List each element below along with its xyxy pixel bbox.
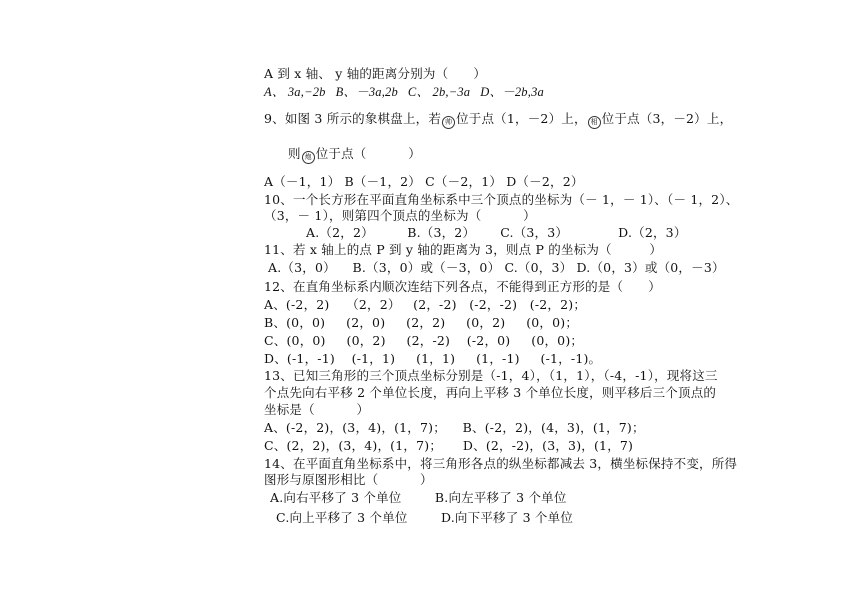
q12-option-b: B、(0，0) (2，0) (2，2) (0，2) (0，0)； (264, 315, 579, 330)
question-13-line-3: 坐标是（ ） (264, 402, 370, 417)
q13-options-ab: A、(-2，2)，(3，4)，(1，7)； B、(-2，2)，(4，3)，(1，7)； (264, 420, 645, 435)
q12-option-d: D、(-1，-1) (-1，1) (1，1) (1，-1) (-1，-1)。 (264, 351, 602, 366)
options-text: A、 3a,−2b B、－3a,2b C、 2b,−3a D、－2b,3a (264, 85, 544, 99)
answer-options-line (264, 84, 544, 100)
chess-piece-icon: 帅 (442, 116, 455, 129)
question-10-line-1: 10、一个长方形在平面直角坐标系中三个顶点的坐标为（－ 1，－ 1）、（－ 1，2）、 (264, 192, 739, 207)
q14-options-ab: A.向右平移了 3 个单位 B.向左平移了 3 个单位 (270, 490, 567, 505)
question-14-line-1: 14、在平面直角坐标系中，将三角形各点的纵坐标都减去 3，横坐标保持不变，所得 (264, 456, 738, 471)
question-9-line-2 (288, 146, 421, 164)
q11-options: A.（3，0） B.（3，0）或（－3，0） C.（0，3） D.（0，3）或（0，－3） (268, 260, 725, 275)
question-13-line-1: 13、已知三角形的三个顶点坐标分别是（-1，4），（1，1），（-4，-1），现将这三 (264, 368, 718, 383)
q9-text-d: 则 (288, 146, 301, 161)
question-13-line-2: 个点先向右平移 2 个单位长度，再向上平移 3 个单位长度，则平移后三个顶点的 (264, 385, 717, 400)
question-stem-line: A 到 x 轴、 y 轴的距离分别为（ ） (264, 66, 487, 81)
q9-text-e: 位于点（ ） (315, 146, 421, 161)
q13-options-cd: C、(2，2)，(3，4)，(1，7)； D、(2，-2)，(3，3)，(1，7) (264, 438, 634, 453)
question-10-line-2: （3，－ 1），则第四个顶点的坐标为（ ） (264, 208, 536, 223)
question-11-line: 11、若 x 轴上的点 P 到 y 轴的距离为 3，则点 P 的坐标为（ ） (264, 242, 663, 257)
q9-text-b: 位于点（1，－2）上， (456, 111, 587, 126)
q12-option-c: C、(0，0) (0，2) (2，-2) (-2，0) (0，0)； (264, 333, 584, 348)
question-12-line: 12、在直角坐标系内顺次连结下列各点，不能得到正方形的是（ ） (264, 279, 661, 294)
q9-options: A（－1，1） B（－1，2） C（－2，1） D（－2，2） (264, 174, 584, 189)
q12-option-a: A、(-2，2) （2，2） (2，-2) (-2，-2) (-2，2)； (264, 297, 587, 312)
question-14-line-2: 图形与原图形相比（ ） (264, 472, 433, 487)
chess-piece-icon: 炮 (302, 151, 315, 164)
q10-options: A.（2，2） B.（3，2） C.（3，3） D.（2，3） (306, 225, 687, 240)
q9-text-a: 9、如图 3 所示的象棋盘上，若 (264, 111, 442, 126)
question-9-line (264, 111, 732, 129)
q9-text-c: 位于点（3，－2）上， (601, 111, 733, 126)
chess-piece-icon: 相 (588, 116, 601, 129)
q14-options-cd: C.向上平移了 3 个单位 D.向下平移了 3 个单位 (276, 510, 574, 525)
